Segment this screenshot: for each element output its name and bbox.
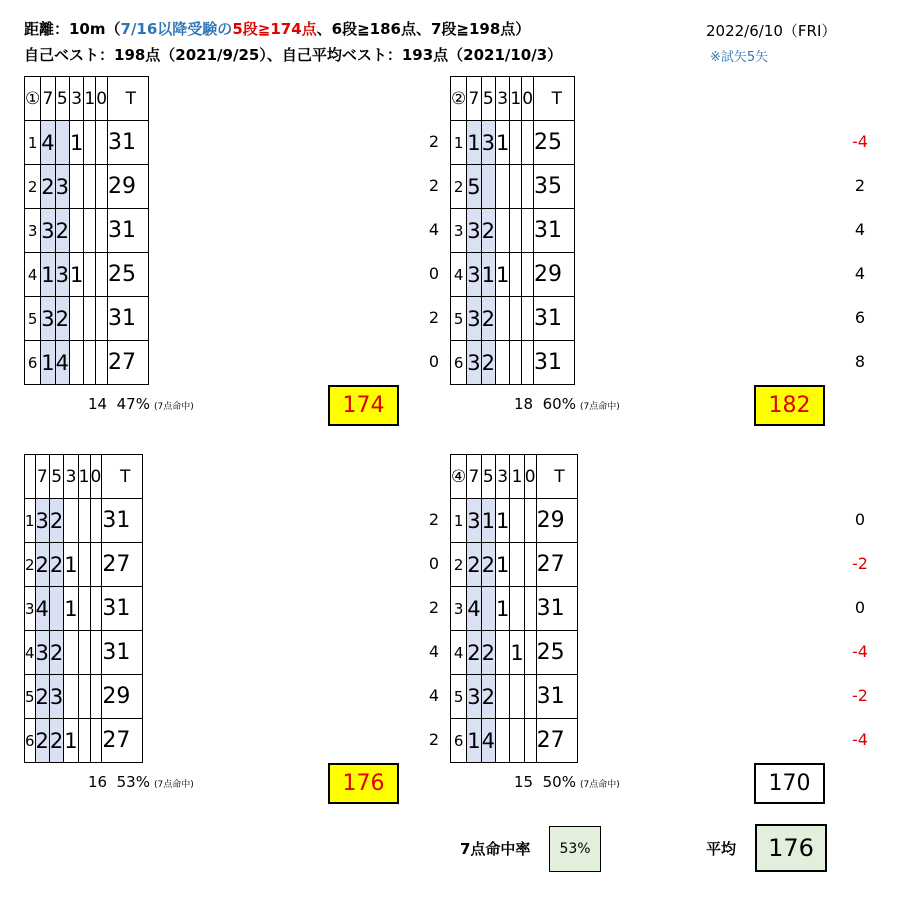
end-number: 6 bbox=[451, 341, 467, 385]
date-label: 2022/6/10（FRI） bbox=[706, 22, 837, 40]
score-count-cell: 1 bbox=[510, 631, 524, 675]
end-total: 31 bbox=[536, 587, 577, 631]
column-header: 3 bbox=[496, 455, 510, 499]
score-count-cell bbox=[96, 165, 108, 209]
score-table bbox=[450, 454, 578, 763]
score-count-cell bbox=[510, 121, 522, 165]
end-number: 5 bbox=[451, 297, 467, 341]
score-count-cell bbox=[90, 719, 102, 763]
side-diff: -2 bbox=[852, 686, 868, 705]
table-row bbox=[451, 543, 578, 587]
side-diff: -4 bbox=[852, 730, 868, 749]
score-count-cell: 2 bbox=[41, 165, 55, 209]
hit-rate: 50% bbox=[542, 773, 576, 791]
score-count-cell bbox=[496, 675, 510, 719]
end-total: 29 bbox=[534, 253, 575, 297]
table-header-row bbox=[451, 455, 578, 499]
score-count-cell: 2 bbox=[481, 209, 495, 253]
score-count-cell bbox=[84, 165, 96, 209]
end-total: 27 bbox=[102, 719, 143, 763]
end-total: 35 bbox=[534, 165, 575, 209]
score-count-cell bbox=[70, 341, 84, 385]
score-count-cell bbox=[510, 165, 522, 209]
hit-count: 15 bbox=[514, 773, 534, 791]
round-total: 170 bbox=[754, 763, 825, 804]
table-row bbox=[25, 253, 149, 297]
score-count-cell bbox=[510, 543, 524, 587]
table-row bbox=[451, 631, 578, 675]
column-header: 7 bbox=[467, 455, 481, 499]
average-label: 平均 bbox=[706, 840, 737, 858]
score-count-cell: 2 bbox=[55, 209, 69, 253]
score-count-cell bbox=[90, 587, 102, 631]
end-number: 2 bbox=[25, 543, 36, 587]
score-count-cell bbox=[49, 587, 63, 631]
score-count-cell bbox=[84, 341, 96, 385]
hit-count: 14 bbox=[88, 395, 108, 413]
column-header: 3 bbox=[70, 77, 84, 121]
score-count-cell bbox=[524, 587, 536, 631]
end-number: 4 bbox=[451, 631, 467, 675]
score-count-cell: 4 bbox=[467, 587, 481, 631]
score-count-cell: 1 bbox=[64, 719, 78, 763]
score-count-cell: 4 bbox=[35, 587, 49, 631]
score-count-cell: 4 bbox=[55, 341, 69, 385]
column-header: 5 bbox=[49, 455, 63, 499]
table-header-row bbox=[25, 455, 143, 499]
side-diff: 4 bbox=[854, 220, 866, 239]
column-header: 5 bbox=[481, 77, 495, 121]
hit-count: 18 bbox=[514, 395, 534, 413]
end-total: 31 bbox=[108, 297, 149, 341]
end-number: 5 bbox=[25, 675, 36, 719]
round-total: 182 bbox=[754, 385, 825, 426]
score-count-cell bbox=[510, 341, 522, 385]
hit-summary bbox=[514, 773, 620, 791]
side-diff: 6 bbox=[854, 308, 866, 327]
score-count-cell: 3 bbox=[35, 631, 49, 675]
personal-best-line: 自己ベスト：198点（2021/9/25）、自己平均ベスト：193点（2021/10/3） bbox=[24, 46, 563, 64]
score-count-cell: 1 bbox=[496, 543, 510, 587]
side-diff: -4 bbox=[852, 642, 868, 661]
end-total: 29 bbox=[102, 675, 143, 719]
distance-header: 距離：10m（7/16以降受験の5段≧174点、6段≧186点、7段≧198点） bbox=[24, 20, 531, 38]
end-number: 4 bbox=[25, 631, 36, 675]
column-header: 5 bbox=[55, 77, 69, 121]
end-number: 1 bbox=[451, 121, 467, 165]
column-header: 0 bbox=[90, 455, 102, 499]
column-header: 1 bbox=[510, 77, 522, 121]
score-count-cell bbox=[78, 587, 90, 631]
score-count-cell: 2 bbox=[49, 719, 63, 763]
score-count-cell: 2 bbox=[35, 675, 49, 719]
end-total: 25 bbox=[534, 121, 575, 165]
hit-rate-note: (7点命中) bbox=[579, 402, 620, 412]
end-number: 2 bbox=[451, 165, 467, 209]
table-row bbox=[25, 719, 143, 763]
score-count-cell bbox=[510, 209, 522, 253]
score-count-cell: 2 bbox=[481, 631, 495, 675]
score-count-cell: 1 bbox=[41, 341, 55, 385]
score-count-cell: 3 bbox=[481, 121, 495, 165]
side-diff: 0 bbox=[428, 264, 440, 283]
score-count-cell: 3 bbox=[467, 341, 481, 385]
column-header: T bbox=[102, 455, 143, 499]
score-count-cell bbox=[70, 297, 84, 341]
score-count-cell bbox=[96, 253, 108, 297]
table-row bbox=[25, 341, 149, 385]
score-count-cell: 3 bbox=[467, 209, 481, 253]
table-row bbox=[451, 499, 578, 543]
score-count-cell: 1 bbox=[496, 253, 510, 297]
score-count-cell bbox=[522, 165, 534, 209]
side-diff: 0 bbox=[854, 510, 866, 529]
table-row bbox=[25, 209, 149, 253]
end-total: 29 bbox=[108, 165, 149, 209]
column-header: T bbox=[108, 77, 149, 121]
score-count-cell: 2 bbox=[467, 631, 481, 675]
end-number: 3 bbox=[25, 587, 36, 631]
score-table bbox=[24, 76, 149, 385]
score-count-cell bbox=[78, 719, 90, 763]
score-count-cell bbox=[481, 165, 495, 209]
score-count-cell: 2 bbox=[55, 297, 69, 341]
hit-rate-note: (7点命中) bbox=[579, 780, 620, 790]
end-total: 31 bbox=[536, 675, 577, 719]
score-count-cell: 3 bbox=[467, 253, 481, 297]
score-count-cell bbox=[524, 719, 536, 763]
table-header-row bbox=[451, 77, 575, 121]
end-total: 31 bbox=[534, 209, 575, 253]
score-count-cell: 2 bbox=[481, 675, 495, 719]
column-header: 1 bbox=[78, 455, 90, 499]
score-count-cell bbox=[55, 121, 69, 165]
score-count-cell bbox=[70, 165, 84, 209]
end-number: 3 bbox=[451, 209, 467, 253]
score-count-cell bbox=[522, 253, 534, 297]
side-diff: 8 bbox=[854, 352, 866, 371]
hit-rate-label: 7点命中率 bbox=[460, 840, 531, 858]
score-table bbox=[450, 76, 575, 385]
score-count-cell bbox=[78, 499, 90, 543]
hit-summary bbox=[514, 395, 620, 413]
score-count-cell: 2 bbox=[35, 543, 49, 587]
table-row bbox=[25, 121, 149, 165]
score-count-cell bbox=[510, 587, 524, 631]
score-count-cell: 3 bbox=[467, 675, 481, 719]
score-count-cell: 2 bbox=[481, 341, 495, 385]
side-diff: 0 bbox=[854, 598, 866, 617]
end-number: 3 bbox=[451, 587, 467, 631]
end-total: 31 bbox=[102, 587, 143, 631]
end-total: 29 bbox=[536, 499, 577, 543]
score-count-cell bbox=[522, 121, 534, 165]
end-total: 27 bbox=[108, 341, 149, 385]
score-count-cell: 2 bbox=[481, 297, 495, 341]
side-diff: -4 bbox=[852, 132, 868, 151]
end-total: 27 bbox=[102, 543, 143, 587]
side-diff: 0 bbox=[428, 554, 440, 573]
column-header: 3 bbox=[496, 77, 510, 121]
end-total: 25 bbox=[108, 253, 149, 297]
score-count-cell: 1 bbox=[481, 253, 495, 297]
end-number: 6 bbox=[25, 719, 36, 763]
column-header: T bbox=[534, 77, 575, 121]
table-row bbox=[451, 675, 578, 719]
end-total: 31 bbox=[534, 297, 575, 341]
score-count-cell bbox=[78, 631, 90, 675]
side-diff: 2 bbox=[428, 132, 440, 151]
end-total: 25 bbox=[536, 631, 577, 675]
hit-rate: 60% bbox=[542, 395, 576, 413]
end-number: 5 bbox=[25, 297, 41, 341]
score-count-cell bbox=[522, 341, 534, 385]
round-label bbox=[25, 455, 36, 499]
end-total: 31 bbox=[102, 631, 143, 675]
score-count-cell bbox=[96, 121, 108, 165]
side-diff: 2 bbox=[428, 598, 440, 617]
score-count-cell bbox=[90, 631, 102, 675]
table-header-row bbox=[25, 77, 149, 121]
hit-summary bbox=[88, 395, 194, 413]
score-count-cell bbox=[78, 675, 90, 719]
score-count-cell bbox=[481, 587, 495, 631]
score-count-cell: 3 bbox=[55, 165, 69, 209]
score-count-cell: 1 bbox=[496, 499, 510, 543]
side-diff: 2 bbox=[428, 308, 440, 327]
score-count-cell: 5 bbox=[467, 165, 481, 209]
score-count-cell: 1 bbox=[481, 499, 495, 543]
end-total: 27 bbox=[536, 719, 577, 763]
table-row bbox=[451, 297, 575, 341]
score-count-cell bbox=[510, 719, 524, 763]
score-count-cell bbox=[90, 675, 102, 719]
score-count-cell: 1 bbox=[496, 587, 510, 631]
score-count-cell bbox=[90, 499, 102, 543]
side-diff: 4 bbox=[428, 686, 440, 705]
column-header: T bbox=[536, 455, 577, 499]
score-count-cell bbox=[496, 341, 510, 385]
hit-count: 16 bbox=[88, 773, 108, 791]
side-diff: -2 bbox=[852, 554, 868, 573]
score-count-cell bbox=[524, 675, 536, 719]
end-number: 5 bbox=[451, 675, 467, 719]
score-count-cell: 2 bbox=[467, 543, 481, 587]
column-header: 3 bbox=[64, 455, 78, 499]
score-count-cell: 3 bbox=[467, 297, 481, 341]
column-header: 0 bbox=[524, 455, 536, 499]
end-number: 4 bbox=[451, 253, 467, 297]
score-count-cell: 1 bbox=[70, 253, 84, 297]
score-count-cell bbox=[96, 297, 108, 341]
score-count-cell bbox=[496, 631, 510, 675]
side-diff: 2 bbox=[428, 510, 440, 529]
score-count-cell bbox=[524, 499, 536, 543]
column-header: 0 bbox=[96, 77, 108, 121]
side-diff: 2 bbox=[428, 176, 440, 195]
score-count-cell bbox=[78, 543, 90, 587]
column-header: 7 bbox=[41, 77, 55, 121]
trial-arrows-note: ※試矢5矢 bbox=[710, 50, 769, 65]
hit-rate: 53% bbox=[116, 773, 150, 791]
table-row bbox=[451, 587, 578, 631]
round-label: ④ bbox=[451, 455, 467, 499]
score-count-cell: 2 bbox=[481, 543, 495, 587]
round-total: 174 bbox=[328, 385, 399, 426]
score-count-cell bbox=[510, 499, 524, 543]
column-header: 1 bbox=[510, 455, 524, 499]
hit-rate-note: (7点命中) bbox=[153, 402, 194, 412]
round-total: 176 bbox=[328, 763, 399, 804]
table-row bbox=[451, 719, 578, 763]
hit-summary bbox=[88, 773, 194, 791]
end-number: 4 bbox=[25, 253, 41, 297]
side-diff: 0 bbox=[428, 352, 440, 371]
end-number: 2 bbox=[25, 165, 41, 209]
round-label: ① bbox=[25, 77, 41, 121]
score-count-cell bbox=[84, 121, 96, 165]
end-number: 1 bbox=[25, 121, 41, 165]
score-count-cell: 3 bbox=[55, 253, 69, 297]
table-row bbox=[451, 209, 575, 253]
score-count-cell: 1 bbox=[70, 121, 84, 165]
score-count-cell bbox=[64, 631, 78, 675]
score-count-cell bbox=[522, 209, 534, 253]
hit-rate: 47% bbox=[116, 395, 150, 413]
score-count-cell: 2 bbox=[49, 631, 63, 675]
end-number: 6 bbox=[25, 341, 41, 385]
end-number: 2 bbox=[451, 543, 467, 587]
score-count-cell: 2 bbox=[49, 499, 63, 543]
score-table bbox=[24, 454, 143, 763]
end-total: 31 bbox=[108, 121, 149, 165]
end-total: 31 bbox=[534, 341, 575, 385]
hit-rate-note: (7点命中) bbox=[153, 780, 194, 790]
table-row bbox=[25, 587, 143, 631]
table-row bbox=[25, 631, 143, 675]
table-row bbox=[451, 341, 575, 385]
round-label: ② bbox=[451, 77, 467, 121]
column-header: 1 bbox=[84, 77, 96, 121]
score-count-cell: 3 bbox=[35, 499, 49, 543]
score-count-cell: 1 bbox=[496, 121, 510, 165]
score-count-cell bbox=[84, 253, 96, 297]
end-total: 31 bbox=[108, 209, 149, 253]
score-count-cell: 1 bbox=[64, 543, 78, 587]
score-count-cell bbox=[96, 341, 108, 385]
score-count-cell bbox=[84, 297, 96, 341]
score-count-cell bbox=[64, 675, 78, 719]
score-count-cell bbox=[524, 631, 536, 675]
column-header: 5 bbox=[481, 455, 495, 499]
side-diff: 2 bbox=[854, 176, 866, 195]
side-diff: 4 bbox=[428, 220, 440, 239]
end-number: 1 bbox=[25, 499, 36, 543]
score-count-cell: 1 bbox=[64, 587, 78, 631]
score-count-cell bbox=[96, 209, 108, 253]
score-count-cell bbox=[496, 209, 510, 253]
side-diff: 2 bbox=[428, 730, 440, 749]
score-count-cell bbox=[510, 253, 522, 297]
score-count-cell: 3 bbox=[467, 499, 481, 543]
score-count-cell bbox=[90, 543, 102, 587]
score-count-cell bbox=[496, 719, 510, 763]
table-row bbox=[25, 297, 149, 341]
end-number: 3 bbox=[25, 209, 41, 253]
table-row bbox=[25, 675, 143, 719]
score-count-cell bbox=[510, 675, 524, 719]
end-number: 6 bbox=[451, 719, 467, 763]
table-row bbox=[451, 253, 575, 297]
score-count-cell: 1 bbox=[467, 719, 481, 763]
table-row bbox=[451, 165, 575, 209]
score-count-cell: 1 bbox=[467, 121, 481, 165]
end-total: 31 bbox=[102, 499, 143, 543]
score-count-cell: 4 bbox=[481, 719, 495, 763]
score-count-cell bbox=[496, 297, 510, 341]
side-diff: 4 bbox=[428, 642, 440, 661]
score-count-cell bbox=[510, 297, 522, 341]
column-header: 7 bbox=[467, 77, 481, 121]
table-row bbox=[25, 165, 149, 209]
score-count-cell: 3 bbox=[49, 675, 63, 719]
score-count-cell bbox=[496, 165, 510, 209]
table-row bbox=[25, 543, 143, 587]
score-count-cell: 2 bbox=[49, 543, 63, 587]
score-count-cell bbox=[64, 499, 78, 543]
score-count-cell bbox=[524, 543, 536, 587]
score-count-cell bbox=[70, 209, 84, 253]
score-count-cell bbox=[84, 209, 96, 253]
score-count-cell: 1 bbox=[41, 253, 55, 297]
end-total: 27 bbox=[536, 543, 577, 587]
table-row bbox=[451, 121, 575, 165]
column-header: 0 bbox=[522, 77, 534, 121]
column-header: 7 bbox=[35, 455, 49, 499]
score-count-cell: 3 bbox=[41, 209, 55, 253]
table-row bbox=[25, 499, 143, 543]
score-count-cell: 4 bbox=[41, 121, 55, 165]
end-number: 1 bbox=[451, 499, 467, 543]
hit-rate-value: 53% bbox=[549, 826, 601, 872]
score-count-cell: 3 bbox=[41, 297, 55, 341]
score-count-cell: 2 bbox=[35, 719, 49, 763]
side-diff: 4 bbox=[854, 264, 866, 283]
average-value: 176 bbox=[755, 824, 827, 872]
score-count-cell bbox=[522, 297, 534, 341]
